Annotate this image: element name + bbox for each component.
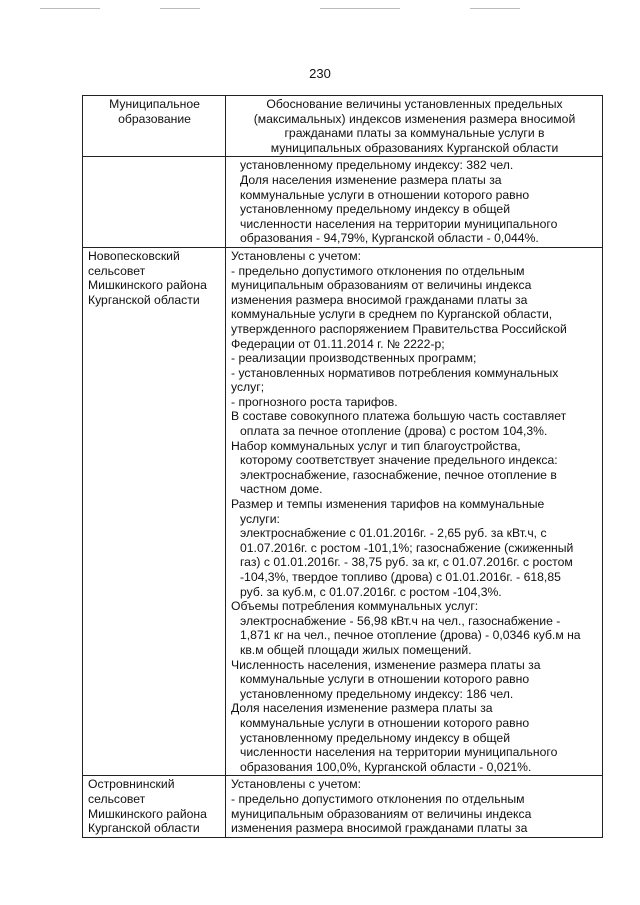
- justification-text-line: услуги:: [240, 511, 280, 526]
- justification-text-line: - предельно допустимого отклонения по отдельным: [231, 791, 525, 806]
- justification-text-line: - предельно допустимого отклонения по отдельным: [231, 263, 525, 278]
- justification-text-line: В составе совокупного платежа большую часть составляет: [231, 409, 567, 424]
- justification-text-line: Доля населения изменение размера платы за: [231, 701, 493, 716]
- municipality-name-line: Курганской области: [88, 292, 200, 307]
- justification-text-line: Набор коммунальных услуг и тип благоустройства,: [231, 438, 521, 453]
- justification-text-line: Федерации от 01.11.2014 г. № 2222-р;: [231, 336, 445, 351]
- justification-text-line: частном доме.: [240, 482, 323, 497]
- header-line: Обоснование величины установленных предельных: [266, 97, 563, 111]
- justification-text-line: коммунальные услуги в отношении которого равно: [240, 715, 530, 730]
- header-line: Муниципальное: [109, 97, 200, 111]
- table-body: [83, 157, 603, 837]
- justification-text-line: численности населения на территории муниципального: [240, 216, 558, 231]
- justification-text-line: установленному предельному индексу: 382 чел.: [240, 158, 514, 173]
- justification-text-line: Размер и темпы изменения тарифов на коммунальные: [231, 497, 545, 512]
- justification-text-line: Доля населения изменение размера платы за: [240, 172, 502, 187]
- municipality-name-line: сельсовет: [88, 263, 146, 278]
- justification-text-line: коммунальные услуги в отношении которого равно: [240, 672, 530, 687]
- justification-cell: [226, 776, 603, 837]
- justification-text-line: газ) с 01.01.2016г. - 38,75 руб. за кг, с 01.07.2016г. с ростом: [240, 555, 573, 570]
- table-header-row: [83, 96, 603, 157]
- page-number: 230: [309, 66, 331, 81]
- municipality-cell: [83, 776, 226, 837]
- justification-text-line: -104,3%, твердое топливо (дрова) с 01.01.2016г. - 618,85: [240, 570, 561, 584]
- justification-text-line: муниципальным образованиям от величины индекса: [231, 278, 532, 293]
- justification-text-line: установленному предельному индексу в общей: [240, 202, 511, 217]
- justification-text-line: - реализации производственных программ;: [231, 351, 477, 366]
- municipality-name-line: Мишкинского района: [88, 278, 207, 293]
- municipality-cell: [83, 247, 226, 775]
- justification-text-line: 01.07.2016г. с ростом -101,1%; газоснабжение (сжиженный: [240, 540, 574, 555]
- justification-text-line: коммунальные услуги в среднем по Курганской области,: [231, 307, 553, 322]
- municipality-name-line: Новопесковский: [88, 248, 180, 263]
- justification-text-line: утвержденного распоряжением Правительства Российской: [231, 321, 567, 336]
- justification-cell: [226, 247, 603, 775]
- justification-text-line: Установлены с учетом:: [231, 248, 361, 263]
- municipality-name-line: Курганской области: [88, 821, 200, 836]
- justification-text-line: электроснабжение, газоснабжение, печное отопление в: [240, 467, 557, 482]
- header-line: гражданами платы за коммунальные услуги в: [284, 126, 545, 141]
- justification-text-line: образования 100,0%, Курганской области - 0,021%.: [240, 759, 532, 774]
- justification-text-line: кв.м общей площади жилых помещений.: [240, 642, 472, 657]
- justification-text-line: Установлены с учетом:: [231, 777, 361, 792]
- justification-text-line: изменения размера вносимой гражданами платы за: [231, 292, 528, 307]
- table-row: [83, 247, 603, 775]
- justification-text-line: Объемы потребления коммунальных услуг:: [231, 599, 479, 614]
- municipality-name-line: Островнинский: [88, 777, 175, 792]
- justification-text-line: установленному предельному индексу: 186 чел.: [240, 686, 514, 701]
- header-justification: [226, 96, 603, 157]
- justification-text-line: Численность населения, изменение размера платы за: [231, 657, 541, 672]
- municipality-name-line: сельсовет: [88, 791, 146, 806]
- justification-text-line: муниципальным образованиям от величины индекса: [231, 806, 532, 821]
- justification-text-line: руб. за куб.м, с 01.07.2016г. с ростом -104,3%.: [240, 584, 502, 599]
- justification-text-line: коммунальные услуги в отношении которого равно: [240, 187, 530, 202]
- justification-text-line: - прогнозного роста тарифов.: [231, 394, 398, 409]
- justification-text-line: изменения размера вносимой гражданами платы за: [231, 821, 528, 836]
- municipality-cell: [83, 157, 226, 248]
- header-municipality: [83, 96, 226, 157]
- justification-text-line: электроснабжение - 56,98 кВт.ч на чел., газоснабжение -: [240, 613, 561, 628]
- justification-text-line: установленному предельному индексу в общей: [240, 730, 511, 745]
- justification-text-line: оплата за печное отопление (дрова) с ростом 104,3%.: [240, 424, 548, 439]
- table-row: [83, 776, 603, 837]
- justification-text-line: услуг;: [231, 380, 265, 395]
- header-line: муниципальных образованиях Курганской области: [270, 140, 559, 155]
- justification-table: [82, 95, 603, 838]
- justification-text-line: образования - 94,79%, Курганской области - 0,044%.: [240, 231, 539, 246]
- justification-cell: [226, 157, 603, 248]
- header-line: образование: [118, 111, 191, 126]
- header-line: (максимальных) индексов изменения размера вносимой: [253, 111, 576, 126]
- municipality-name-line: Мишкинского района: [88, 806, 207, 821]
- justification-text-line: электроснабжение с 01.01.2016г. - 2,65 руб. за кВт.ч, с: [240, 526, 547, 541]
- table-row: [83, 157, 603, 248]
- justification-text-line: численности населения на территории муниципального: [240, 745, 558, 760]
- justification-text-line: которому соответствует значение предельного индекса:: [240, 453, 558, 468]
- justification-text-line: 1,871 кг на чел., печное отопление (дрова) - 0,0346 куб.м на: [240, 628, 581, 643]
- justification-text-line: - установленных нормативов потребления коммунальных: [231, 365, 559, 380]
